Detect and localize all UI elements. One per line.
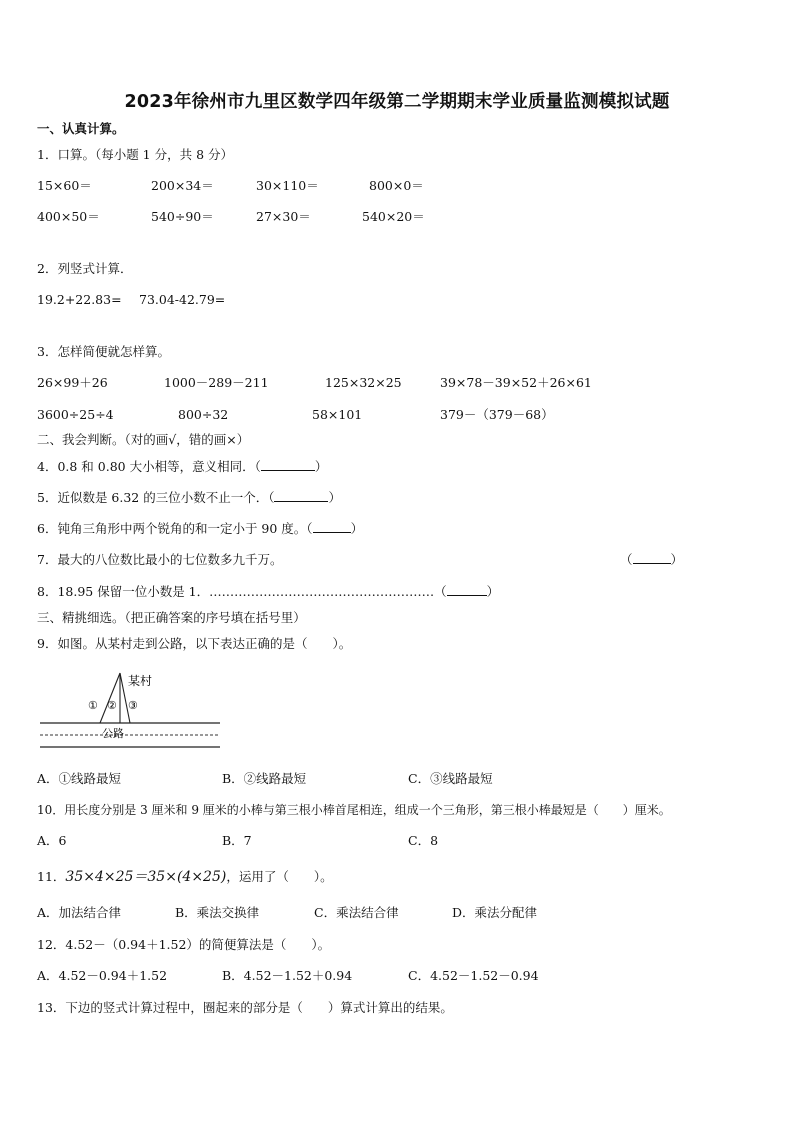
q10-option-a[interactable]: A．6 [37,833,67,848]
q6-text: 6．钝角三角形中两个锐角的和一定小于 90 度。（ [37,521,313,536]
q3-stem: 3．怎样简便就怎样算。 [37,344,170,359]
route-1-mark: ① [88,699,98,712]
q9-option-b[interactable]: B．②线路最短 [222,771,307,786]
q1-item: 800×0＝ [369,178,424,193]
q1-item: 200×34＝ [151,178,214,193]
q6-answer-blank[interactable] [313,521,351,533]
q7-answer [620,552,683,568]
q2-item: 73.04-42.79= [139,292,226,307]
q11-stem [37,869,333,885]
q4-text: 4．0.8 和 0.80 大小相等，意义相同．（ [37,459,261,474]
q7-answer-blank[interactable] [633,552,671,564]
route-2-mark: ② [107,699,117,712]
route-1-line [100,673,120,723]
section-2-heading: 二、我会判断。（对的画√，错的画×） [37,432,250,447]
q1-item: 27×30＝ [256,209,311,224]
q3-item: 1000－289－211 [164,375,269,390]
q1-item: 540÷90＝ [151,209,214,224]
route-3-mark: ③ [128,699,138,712]
q12-option-a[interactable]: A．4.52－0.94＋1.52 [37,968,168,983]
village-label: 某村 [128,674,153,688]
page-title: 2023年徐州市九里区数学四年级第二学期期末学业质量监测模拟试题 [124,92,670,112]
q2-item: 19.2+22.83= [37,292,122,307]
q3-item: 3600÷25÷4 [37,407,114,422]
q6 [37,521,363,537]
q11-option-b[interactable]: B．乘法交换律 [175,905,260,920]
q5-close: ） [328,490,341,505]
q11-number: 11． [37,869,66,884]
q8 [37,584,499,600]
section-1-heading: 一、认真计算。 [37,121,125,136]
section-3-heading: 三、精挑细选。（把正确答案的序号填在括号里） [37,610,306,625]
q11-tail: ，运用了（ ）。 [226,869,333,884]
q12-option-c[interactable]: C．4.52－1.52－0.94 [408,968,539,983]
q10-stem: 10．用长度分别是 3 厘米和 9 厘米的小棒与第三根小棒首尾相连，组成一个三角形，第三根小棒最短是（ ）厘米。 [37,803,671,817]
q6-close: ） [350,521,364,536]
q3-item: 39×78－39×52＋26×61 [440,375,592,390]
q13-stem: 13．下边的竖式计算过程中，圈起来的部分是（ ）算式计算出的结果。 [37,1000,453,1015]
q10-option-b[interactable]: B．7 [222,833,252,848]
q4-close: ） [314,459,328,474]
q3-item: 800÷32 [178,407,229,422]
q1-item: 30×110＝ [256,178,319,193]
q8-answer-blank[interactable] [447,584,487,596]
q3-item: 58×101 [312,407,363,422]
q9-stem: 9．如图。从某村走到公路，以下表达正确的是（ ）。 [37,636,352,651]
q1-item: 15×60＝ [37,178,92,193]
q1-item: 540×20＝ [362,209,425,224]
q8-close: ） [486,584,500,599]
q7-close: ） [670,552,684,567]
q4-answer-blank[interactable] [261,459,315,471]
q11-option-a[interactable]: A．加法结合律 [37,905,122,920]
q9-option-a[interactable]: A．①线路最短 [37,771,122,786]
q5-text: 5．近似数是 6.32 的三位小数不止一个．（ [37,490,275,505]
q11-formula: 35×4×25＝35×(4×25) [65,869,227,885]
q12-option-b[interactable]: B．4.52－1.52＋0.94 [222,968,353,983]
q5 [37,490,341,506]
q9-option-c[interactable]: C．③线路最短 [408,771,493,786]
q1-stem: 1．口算。（每小题 1 分，共 8 分） [37,147,234,162]
q3-item: 125×32×25 [325,375,402,390]
q11-option-d[interactable]: D．乘法分配律 [452,905,538,920]
q3-item: 26×99＋26 [37,375,108,390]
q7-text: 7．最大的八位数比最小的七位数多九千万。 [37,552,283,567]
q2-stem: 2．列竖式计算． [37,261,133,276]
q4 [37,459,327,475]
village-road-figure [36,665,226,755]
q3-item: 379－（379－68） [440,407,554,422]
q5-answer-blank[interactable] [274,490,328,502]
q8-text: 8．18.95 保留一位小数是 1．………………………………………………（ [37,584,447,599]
q1-item: 400×50＝ [37,209,100,224]
q10-option-c[interactable]: C．8 [408,833,439,848]
q11-option-c[interactable]: C．乘法结合律 [314,905,399,920]
q12-stem: 12．4.52－（0.94＋1.52）的简便算法是（ ）。 [37,937,331,952]
q7-open: （ [620,552,633,567]
road-label: 公路 [102,727,124,740]
